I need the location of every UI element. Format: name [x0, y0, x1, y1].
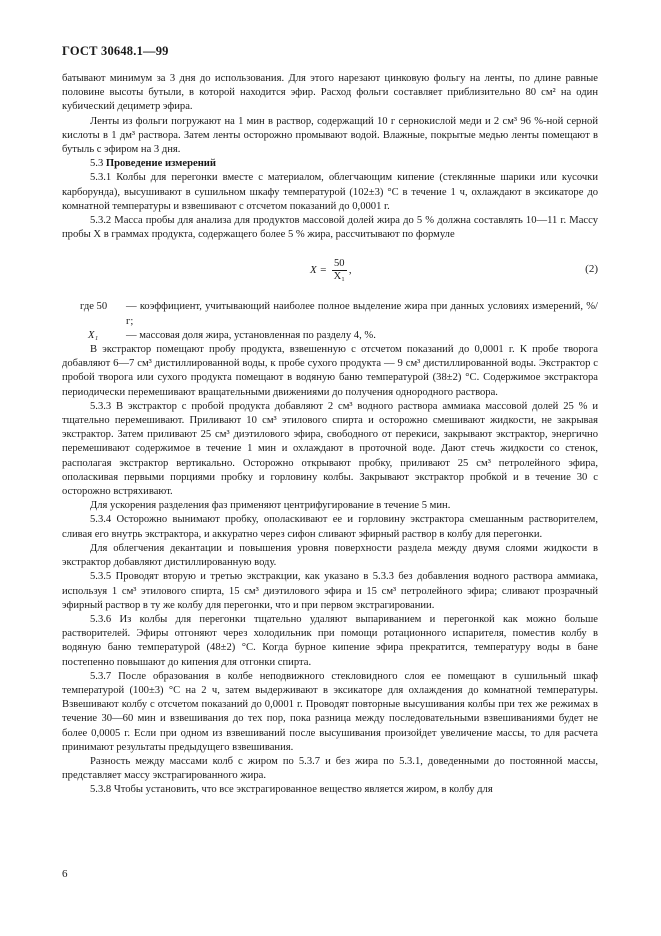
formula-denominator: X₁ [333, 271, 345, 283]
legend-description: — коэффициент, учитывающий наиболее полное выделение жира при данных условиях измерений, %/г; [126, 301, 598, 327]
paragraph-fat-mass: Разность между массами колб с жиром по 5.3.7 и без жира по 5.3.1, доведенными до постоянной массы, представляет массу экстрагированного жира. [62, 755, 598, 782]
paragraph-5-3-8: 5.3.8 Чтобы установить, что все экстрагированное вещество является жиром, в колбу для [90, 784, 493, 796]
legend-row [62, 300, 598, 328]
formula-tail: , [348, 264, 352, 277]
legend-row [62, 329, 598, 343]
paragraph-5-3-1: 5.3.1 Колбы для перегонки вместе с материалом, облегчающим кипение (стеклянные шарики или кусочки карборунда), высушивают в сушильном шкафу температурой (102±3) °С в течение 1 ч, охлаждают в эксикаторе до комнатной температуры и взвешивают с отсчетом показаний до 0,0001 г. [62, 172, 598, 212]
formula-numerator: 50 [332, 258, 347, 271]
formula-legend [62, 300, 598, 343]
paragraph-5-3-2: 5.3.2 Масса пробы для анализа для продуктов массовой долей жира до 5 % должна составлять 10—11 г. Массу пробы X в граммах продукта, содержащего более 5 % жира, рассчитывают по формуле [62, 215, 598, 241]
document-header: ГОСТ 30648.1—99 [62, 44, 169, 58]
section-heading-5-3 [62, 157, 598, 171]
page-number: 6 [62, 868, 68, 880]
formula-lhs: X = [310, 264, 327, 277]
paragraph-5-3-6: 5.3.6 Из колбы для перегонки тщательно удаляют выпариванием и перегонкой как можно больше растворителей. Эфиры отгоняют через холодильник при помощи ротационного испарителя, поместив колбу в водяную баню температурой (48±2) °С. Когда бурное кипение эфира прекратится, температуру воды в бане постепенно повышают до кипения для отгонки спирта. [62, 613, 598, 668]
formula-expression [310, 258, 352, 283]
paragraph-5-3-3: 5.3.3 В экстрактор с пробой продукта добавляют 2 см³ водного раствора аммиака массовой долей 25 % и тщательно перемешивают. Приливают 10 см³ этилового спирта и осторожно смешивают жидкости, не закрывая экстрактор. Затем приливают 25 см³ диэтилового эфира, свободного от перекиси, закрывают экстрактор, энергично перемешивают содержимое в течение 1 мин и охлаждают в проточной воде. Дают стечь жидкости со стенок, располагая экстрактор вертикально. Осторожно открывают пробку, приливают 25 см³ петролейного эфира, ополаскивая первыми порциями пробку и горловину колбы. Закрывают экстрактор пробкой и в течение 30 с осторожно встряхивают. [62, 400, 598, 498]
paragraph-decantation: Для облегчения декантации и повышения уровня поверхности раздела между двумя слоями жидкости в экстрактор добавляют дистиллированную воду. [62, 542, 598, 569]
paragraph-foil: Ленты из фольги погружают на 1 мин в раствор, содержащий 10 г сернокислой меди и 2 см³ 96 %-ной серной кислоты в 1 дм³ раствора. Затем ленты осторожно промывают водой. Влажные, покрытые медью ленты помещают в бутыль с эфиром на 3 дня. [62, 115, 598, 156]
paragraph-continuation: батывают минимум за 3 дня до использования. Для этого нарезают цинковую фольгу на ленты, по длине равные половине высоты бутыли, в которой находится эфир. Расход фольги составляет приблизительно 80 см² на один кубический дециметр эфира. [62, 73, 598, 113]
document-body [62, 72, 598, 798]
paragraph-5-3-4: 5.3.4 Осторожно вынимают пробку, ополаскивают ее и горловину экстрактора смешанным растворителем, сливая его внутрь экстрактора, и аккуратно через сифон сливают эфирный раствор в колбу для перегонки. [62, 514, 598, 540]
legend-term: где 50 [80, 301, 108, 313]
formula-number: (2) [585, 263, 598, 276]
section-title: Проведение измерений [105, 158, 217, 170]
legend-term: X₁ [88, 329, 99, 341]
formula-2 [62, 246, 598, 298]
section-number: 5.3 [90, 158, 104, 170]
legend-description: — массовая доля жира, установленная по разделу 4, %. [126, 329, 376, 341]
paragraph-5-3-5: 5.3.5 Проводят вторую и третью экстракции, как указано в 5.3.3 без добавления водного раствора аммиака, используя 1 см³ этилового спирта, 15 см³ диэтилового эфира и 15 см³ петролейного эфира; сливают прозрачный эфирный раствор в ту же колбу для перегонки, что и при первом экстрагировании. [62, 571, 598, 611]
paragraph-centrifuge: Для ускорения разделения фаз применяют центрифугирование в течение 5 мин. [90, 500, 451, 512]
paragraph-5-3-7: 5.3.7 После образования в колбе неподвижного стекловидного слоя ее помещают в сушильный шкаф температурой (100±3) °С на 2 ч, затем выдерживают в эксикаторе для охлаждения до комнатной температуры. Взвешивают колбу с отсчетом показаний до 0,0001 г. Проводят повторные высушивания колбы при тех же режимах в течение 30—60 мин и взвешивания до тех пор, пока разница между последовательными взвешиваниями будет не более 0,0005 г. Если при одном из взвешиваний после высушивания произойдет увеличение массы, то для расчета принимают результаты предыдущего взвешивания. [62, 670, 598, 753]
formula-fraction [332, 258, 347, 283]
paragraph-extractor: В экстрактор помещают пробу продукта, взвешенную с отсчетом показаний до 0,0001 г. К пробе творога добавляют 6—7 см³ дистиллированной воды, к пробе сухого продукта — 9 см³ дистиллированной воды. Экстрактор с пробой творога или сухого продукта помещают в водяную баню температурой (38±2) °С. Содержимое экстрактора периодически перемешивают вращательными движениями до получения однородного раствора. [62, 344, 598, 398]
